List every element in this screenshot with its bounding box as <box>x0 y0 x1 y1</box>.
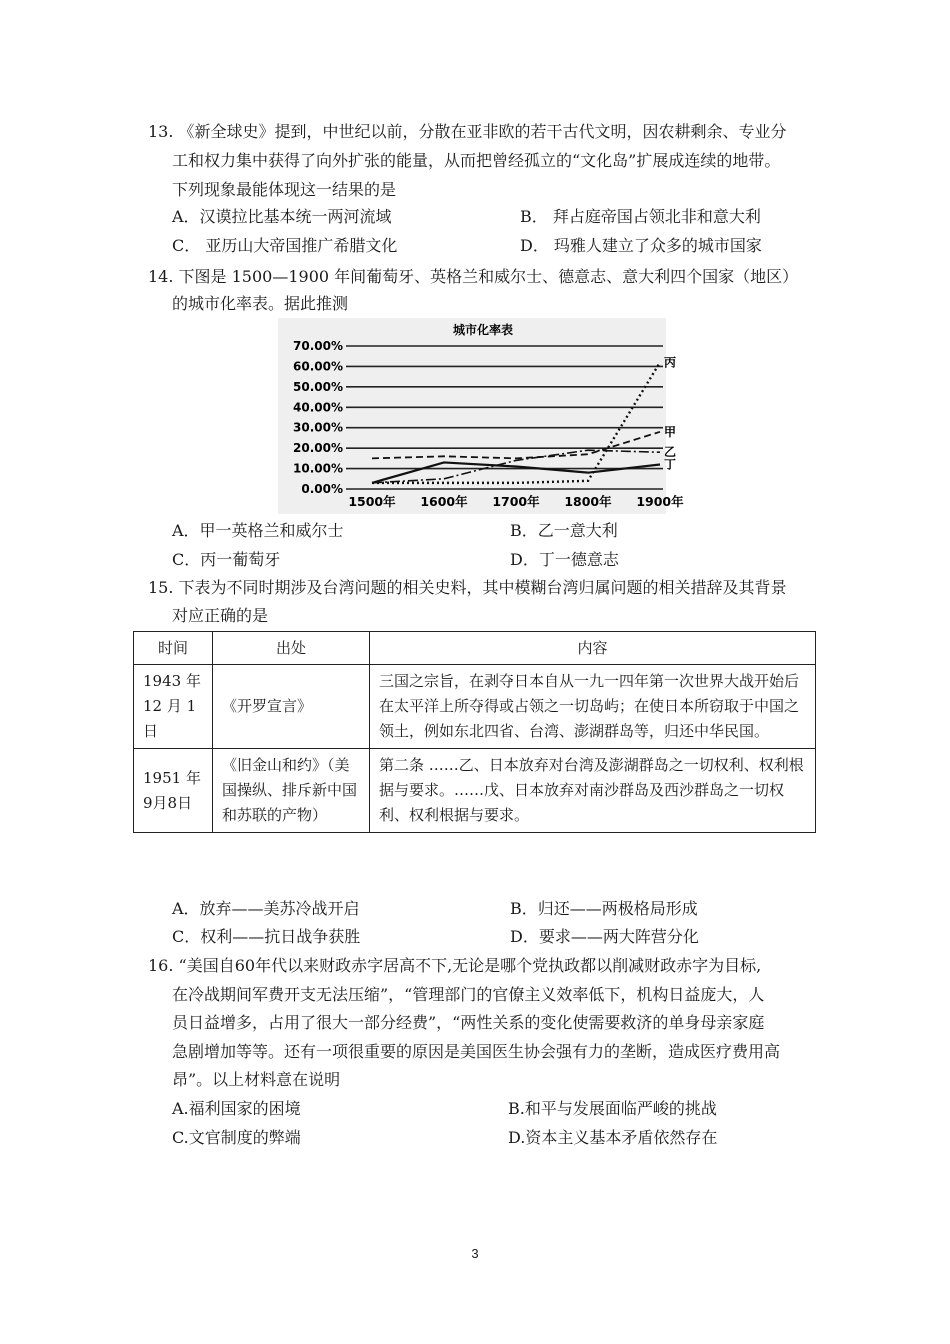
x-tick-label: 1500年 <box>348 494 396 509</box>
table-row <box>134 749 816 833</box>
q15-option-b[interactable]: B．归还——两极格局形成 <box>510 899 698 918</box>
q14-stem-line: 14. 下图是 1500—1900 年间葡萄牙、英格兰和威尔士、德意志、意大利四个国家（地区） <box>148 267 799 286</box>
series-label: 丙 <box>664 355 677 370</box>
urbanization-chart <box>278 318 684 514</box>
y-tick-label: 50.00% <box>293 379 343 394</box>
series-label: 乙 <box>664 445 677 460</box>
q13-option-b[interactable]: B． 拜占庭帝国占领北非和意大利 <box>520 207 761 226</box>
q16-stem-line: 在冷战期间军费开支无法压缩”，“管理部门的官僚主义效率低下，机构日益庞大，人 <box>172 985 765 1004</box>
cell-source: 《开罗宣言》 <box>213 665 370 749</box>
q14-stem-line: 的城市化率表。据此推测 <box>172 294 349 313</box>
cell-source: 《旧金山和约》（美国操纵、排斥新中国和苏联的产物） <box>213 749 370 833</box>
q16-option-c[interactable]: C.文官制度的弊端 <box>172 1128 301 1147</box>
q15-option-d[interactable]: D．要求——两大阵营分化 <box>510 927 699 946</box>
x-tick-label: 1800年 <box>564 494 612 509</box>
q16-stem-line: 急剧增加等等。还有一项很重要的原因是美国医生协会强有力的垄断，造成医疗费用高 <box>172 1042 781 1061</box>
q14-option-d[interactable]: D．丁一德意志 <box>510 550 619 569</box>
cell-time: 1951 年 9月8日 <box>134 749 213 833</box>
x-tick-label: 1700年 <box>492 494 540 509</box>
header-time: 时间 <box>134 632 213 665</box>
table-row <box>134 665 816 749</box>
y-tick-label: 40.00% <box>293 400 343 415</box>
q16-stem-line: 16. “美国自60年代以来财政赤字居高不下,无论是哪个党执政都以削减财政赤字为目标, <box>148 956 762 975</box>
q13-stem-line: 下列现象最能体现这一结果的是 <box>172 180 397 199</box>
q13-option-c[interactable]: C． 亚历山大帝国推广希腊文化 <box>172 236 398 255</box>
q13-stem-line: 13. 《新全球史》提到，中世纪以前，分散在亚非欧的若干古代文明，因农耕剩余、专业分 <box>148 122 787 141</box>
y-tick-label: 30.00% <box>293 420 343 435</box>
q13-option-d[interactable]: D． 玛雅人建立了众多的城市国家 <box>520 236 762 255</box>
q14-option-b[interactable]: B．乙一意大利 <box>510 521 618 540</box>
q16-option-b[interactable]: B.和平与发展面临严峻的挑战 <box>508 1099 717 1118</box>
y-tick-label: 10.00% <box>293 461 343 476</box>
y-tick-label: 70.00% <box>293 339 343 353</box>
y-tick-label: 20.00% <box>293 441 343 456</box>
chart-svg <box>278 318 684 514</box>
series-label: 丁 <box>664 457 677 472</box>
q14-option-a[interactable]: A．甲一英格兰和威尔士 <box>172 521 344 540</box>
series-label: 甲 <box>664 424 677 439</box>
y-tick-label: 60.00% <box>293 359 343 374</box>
q16-stem-line: 昂”。以上材料意在说明 <box>172 1070 341 1089</box>
chart-title: 城市化率表 <box>452 323 514 337</box>
q14-option-c[interactable]: C．丙一葡萄牙 <box>172 550 281 569</box>
q15-stem-line: 对应正确的是 <box>172 606 269 625</box>
source-table <box>133 631 816 833</box>
y-tick-label: 0.00% <box>301 482 343 496</box>
cell-time: 1943 年 12 月 1 日 <box>134 665 213 749</box>
q16-stem-line: 员日益增多，占用了很大一部分经费”，“两性关系的变化使需要救济的单身母亲家庭 <box>172 1013 765 1032</box>
x-tick-label: 1600年 <box>420 494 468 509</box>
q16-option-a[interactable]: A.福利国家的困境 <box>172 1099 301 1118</box>
q15-option-a[interactable]: A．放弃——美苏冷战开启 <box>172 899 360 918</box>
cell-content: 三国之宗旨，在剥夺日本自从一九一四年第一次世界大战开始后在太平洋上所夺得或占领之一切岛屿；在使日本所窃取于中国之领土，例如东北四省、台湾、澎湖群岛等，归还中华民国。 <box>370 665 816 749</box>
table-header-row <box>134 632 816 665</box>
q15-stem-line: 15. 下表为不同时期涉及台湾问题的相关史料，其中模糊台湾归属问题的相关措辞及其背景 <box>148 578 787 597</box>
q16-option-d[interactable]: D.资本主义基本矛盾依然存在 <box>508 1128 718 1147</box>
header-source: 出处 <box>213 632 370 665</box>
page-number: 3 <box>471 1246 479 1261</box>
q13-option-a[interactable]: A．汉谟拉比基本统一两河流域 <box>172 207 392 226</box>
cell-content: 第二条 ……乙、日本放弃对台湾及澎湖群岛之一切权利、权利根据与要求。……戊、日本放弃对南沙群岛及西沙群岛之一切权利、权利根据与要求。 <box>370 749 816 833</box>
q15-option-c[interactable]: C．权利——抗日战争获胜 <box>172 927 361 946</box>
header-content: 内容 <box>370 632 816 665</box>
q13-stem-line: 工和权力集中获得了向外扩张的能量，从而把曾经孤立的“文化岛”扩展成连续的地带。 <box>172 151 781 170</box>
x-tick-label: 1900年 <box>636 494 684 509</box>
